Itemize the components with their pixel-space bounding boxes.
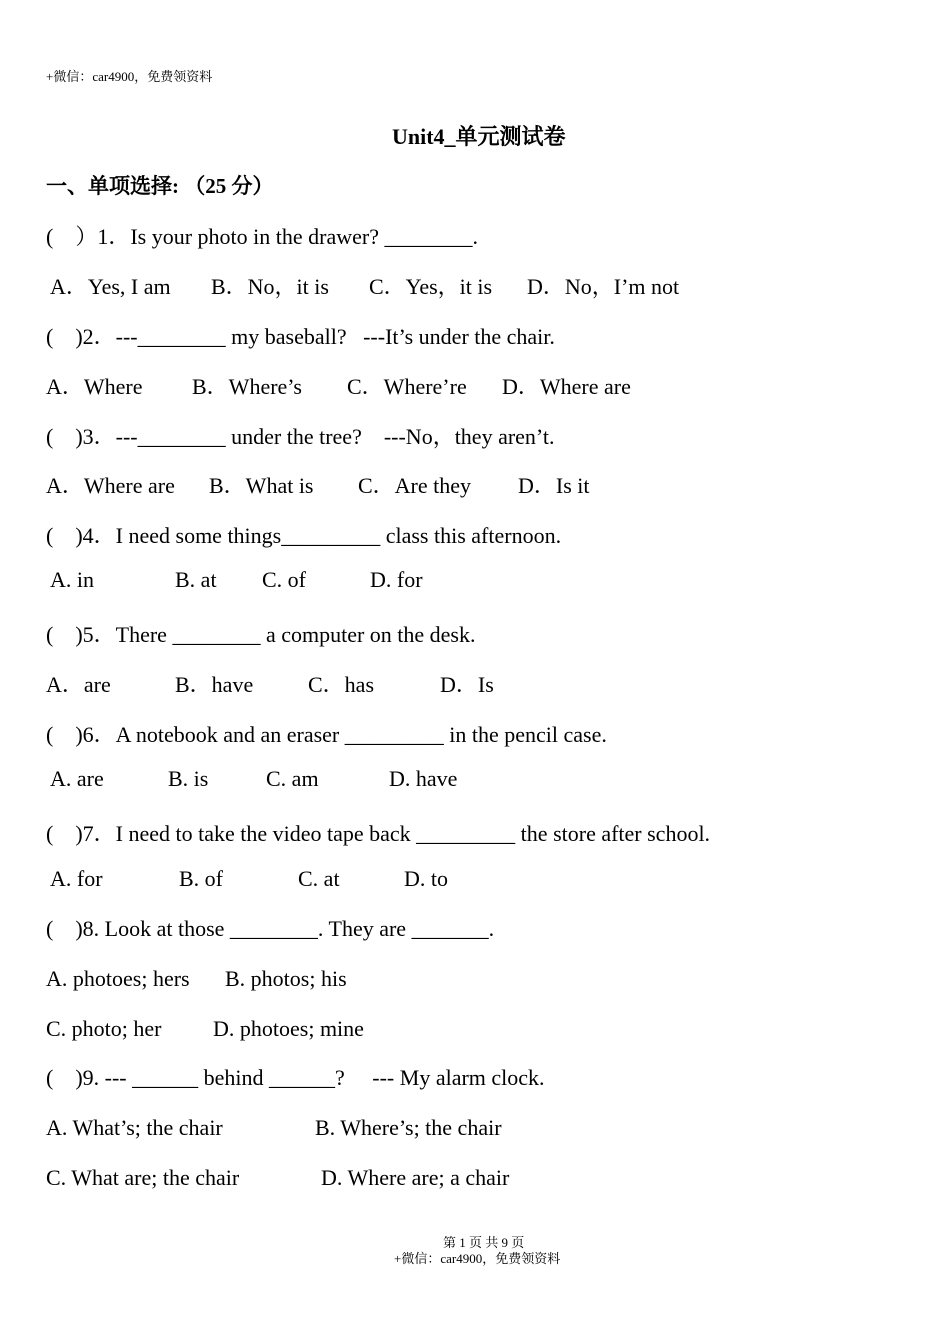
- q1-option-d: D．No，I’m not: [527, 274, 680, 299]
- page-number: 第 1 页 共 9 页: [443, 1235, 525, 1250]
- question-4-stem: ( )4．I need some things_________ class this afternoon.: [46, 523, 562, 548]
- q3-option-a: A．Where are: [46, 473, 175, 498]
- q8-option-a: A. photoes; hers: [46, 966, 190, 991]
- question-9-stem: ( )9. --- ______ behind ______? --- My alarm clock.: [46, 1065, 545, 1090]
- q7-option-d: D. to: [404, 866, 448, 891]
- q7-option-c: C. at: [298, 866, 340, 891]
- q9-option-b: B. Where’s; the chair: [315, 1115, 502, 1140]
- q5-option-a: A．are: [46, 672, 111, 697]
- q6-option-d: D. have: [389, 766, 458, 791]
- q3-option-c: C．Are they: [358, 473, 472, 498]
- q5-option-c: C．has: [308, 672, 375, 697]
- question-7-stem: ( )7．I need to take the video tape back _________ the store after school.: [46, 821, 711, 846]
- q2-option-d: D．Where are: [502, 374, 631, 399]
- question-1-stem: ( ）1．Is your photo in the drawer? ________.: [46, 224, 478, 249]
- q1-option-b: B．No，it is: [211, 274, 329, 299]
- page-title: Unit4_单元测试卷: [392, 124, 566, 149]
- q7-option-b: B. of: [179, 866, 223, 891]
- q7-option-a: A. for: [50, 866, 103, 891]
- question-5-stem: ( )5．There ________ a computer on the desk.: [46, 622, 476, 647]
- q2-option-a: A．Where: [46, 374, 143, 399]
- q2-option-b: B．Where’s: [192, 374, 302, 399]
- question-6-stem: ( )6．A notebook and an eraser _________ in the pencil case.: [46, 722, 607, 747]
- q2-option-c: C．Where’re: [347, 374, 467, 399]
- q5-option-b: B．have: [175, 672, 254, 697]
- q1-option-c: C．Yes，it is: [369, 274, 493, 299]
- question-2-stem: ( )2．---________ my baseball? ---It’s under the chair.: [46, 324, 555, 349]
- question-3-stem: ( )3．---________ under the tree? ---No，they aren’t.: [46, 424, 555, 449]
- header-note: +微信：car4900，免费领资料: [46, 69, 213, 84]
- q4-option-c: C. of: [262, 567, 306, 592]
- q6-option-a: A. are: [50, 766, 104, 791]
- q6-option-c: C. am: [266, 766, 319, 791]
- q4-option-a: A. in: [50, 567, 94, 592]
- q4-option-d: D. for: [370, 567, 423, 592]
- footer-note: +微信：car4900，免费领资料: [394, 1251, 561, 1266]
- q9-option-d: D. Where are; a chair: [321, 1165, 510, 1190]
- q3-option-b: B．What is: [209, 473, 314, 498]
- q1-option-a: A．Yes, I am: [50, 274, 171, 299]
- q5-option-d: D．Is: [440, 672, 494, 697]
- section-heading: 一、单项选择: （25 分）: [46, 174, 274, 198]
- q8-option-b: B. photos; his: [225, 966, 347, 991]
- q3-option-d: D．Is it: [518, 473, 590, 498]
- question-8-stem: ( )8. Look at those ________. They are _______.: [46, 916, 495, 941]
- q8-option-d: D. photoes; mine: [213, 1016, 364, 1041]
- q9-option-a: A. What’s; the chair: [46, 1115, 223, 1140]
- q8-option-c: C. photo; her: [46, 1016, 162, 1041]
- q9-option-c: C. What are; the chair: [46, 1165, 240, 1190]
- q4-option-b: B. at: [175, 567, 217, 592]
- q6-option-b: B. is: [168, 766, 209, 791]
